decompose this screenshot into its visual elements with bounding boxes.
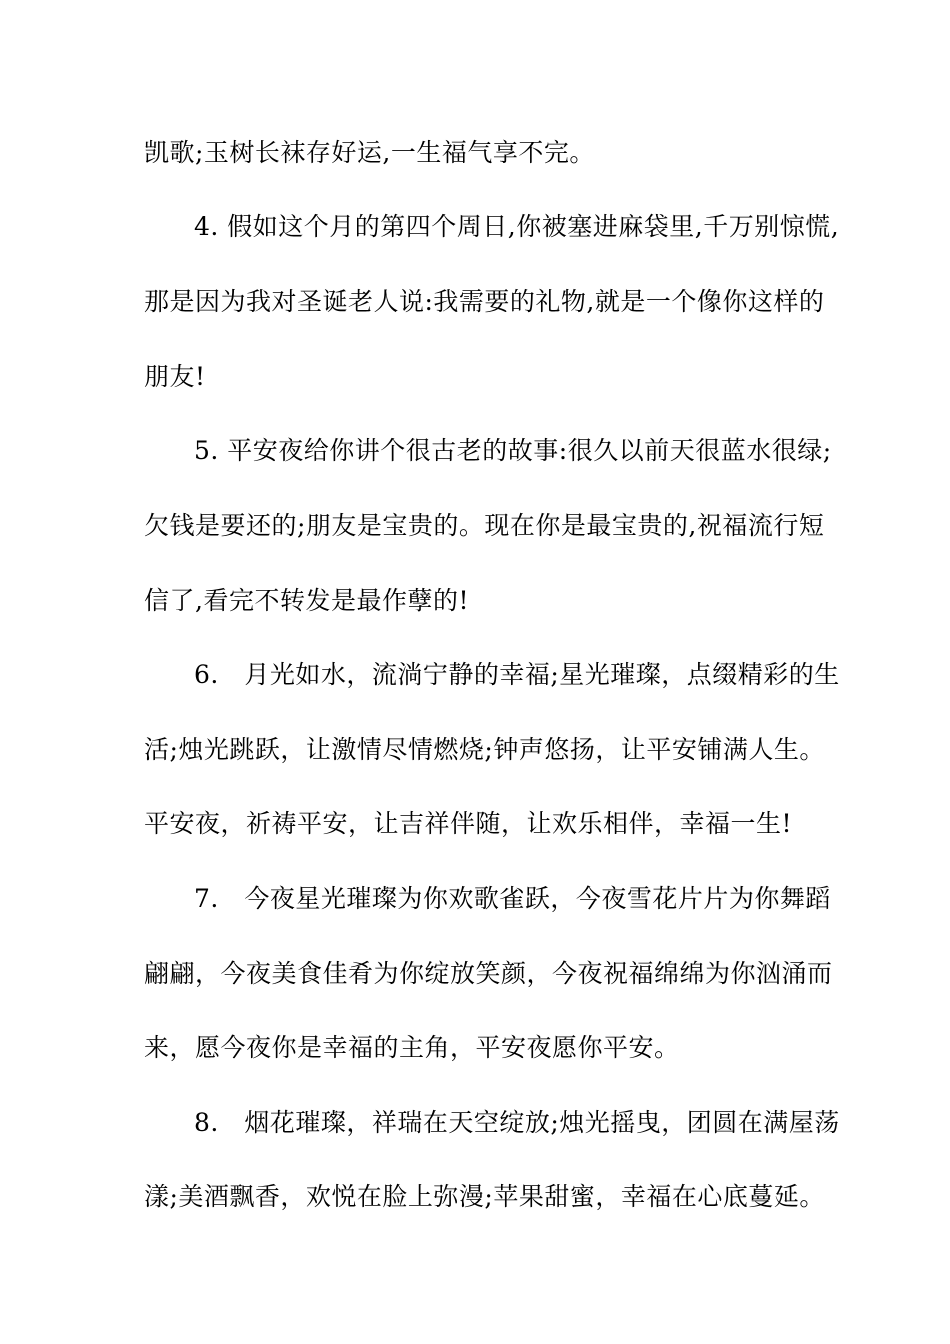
text-line: 5. 平安夜给你讲个很古老的故事:很久以前天很蓝水很绿; (194, 436, 832, 465)
text-line: 来，愿今夜你是幸福的主角，平安夜愿你平安。 (144, 1033, 680, 1062)
text-line: 漾;美酒飘香，欢悦在脸上弥漫;苹果甜蜜，幸福在心底蔓延。 (144, 1182, 825, 1211)
text-line: 6. 月光如水，流淌宁静的幸福;星光璀璨，点缀精彩的生 (194, 660, 840, 689)
text-line: 平安夜，祈祷平安，让吉祥伴随，让欢乐相伴，幸福一生! (144, 809, 793, 838)
text-line: 4. 假如这个月的第四个周日,你被塞进麻袋里,千万别惊慌, (194, 212, 840, 241)
text-line: 8. 烟花璀璨，祥瑞在天空绽放;烛光摇曳，团圆在满屋荡 (194, 1108, 840, 1137)
text-line: 信了,看完不转发是最作孽的! (144, 586, 469, 615)
text-line: 那是因为我对圣诞老人说:我需要的礼物,就是一个像你这样的 (144, 287, 825, 316)
text-line: 活;烛光跳跃，让激情尽情燃烧;钟声悠扬，让平安铺满人生。 (144, 735, 825, 764)
text-line: 朋友! (144, 362, 206, 391)
text-line: 凯歌;玉树长袜存好运,一生福气享不完。 (144, 138, 595, 167)
text-line: 翩翩，今夜美食佳肴为你绽放笑颜，今夜祝福绵绵为你汹涌而 (144, 959, 833, 988)
text-line: 7. 今夜星光璀璨为你欢歌雀跃，今夜雪花片片为你舞蹈 (194, 884, 831, 913)
text-line: 欠钱是要还的;朋友是宝贵的。现在你是最宝贵的,祝福流行短 (144, 511, 825, 540)
